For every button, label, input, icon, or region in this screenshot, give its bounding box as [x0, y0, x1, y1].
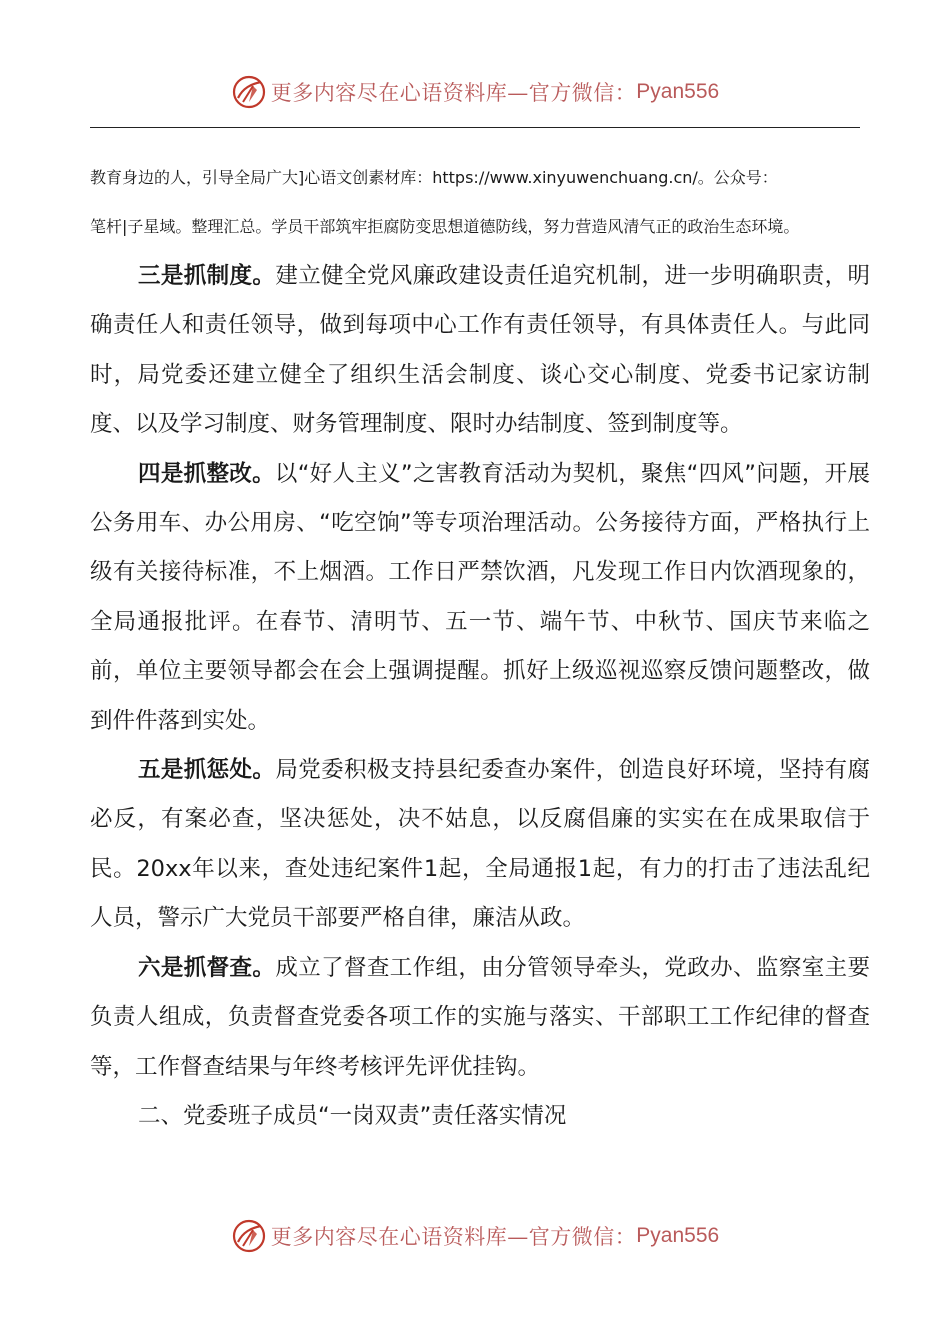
header-banner — [0, 72, 950, 112]
header-banner-wechat-id: Pyan556 — [636, 80, 720, 103]
paragraph-punishment — [90, 746, 870, 944]
footer-banner-text: 更多内容尽在心语资料库—官方微信： — [270, 1225, 637, 1249]
paragraph-lead: 六是抓督查。 — [138, 954, 276, 981]
paragraph-text: 二、党委班子成员“一岗双责”责任落实情况 — [138, 1102, 567, 1129]
paragraph-text: 建立健全党风廉政建设责任追究机制，进一步明确职责，明确责任人和责任领导，做到每项中心工作有责任领导，有具体责任人。与此同时，局党委还建立健全了组织生活会制度、谈心交心制度、党委书记家访制度、以及学习制度、财务管理制度、限时办结制度、签到制度等。 — [90, 263, 870, 438]
logo-icon — [231, 1218, 267, 1254]
footer-banner — [0, 1216, 950, 1256]
paragraph-rectification — [90, 450, 870, 746]
header-divider — [90, 127, 860, 128]
paragraph-text: 成立了督查工作组，由分管领导牵头，党政办、监察室主要负责人组成，负责督查党委各项工作的实施与落实、干部职工工作纪律的督查等，工作督查结果与年终考核评先评优挂钩。 — [90, 954, 870, 1080]
paragraph-lead: 五是抓惩处。 — [138, 757, 276, 784]
header-banner-text: 更多内容尽在心语资料库—官方微信： — [270, 81, 637, 105]
paragraph-lead: 四是抓整改。 — [138, 460, 275, 487]
footer-banner-wechat-id: Pyan556 — [636, 1224, 720, 1247]
intro-line-1: 教育身边的人，引导全局广大]心语文创素材库：https://www.xinyuwenchuang.cn/。公众号： — [90, 168, 778, 187]
document-body — [90, 252, 870, 1141]
section-heading — [90, 1092, 870, 1141]
paragraph-text: 以“好人主义”之害教育活动为契机，聚焦“四风”问题，开展公务用车、办公用房、“吃空饷”等专项治理活动。公务接待方面，严格执行上级有关接待标准，不上烟酒。工作日严禁饮酒，凡发现工作日内饮酒现象的，全局通报批评。在春节、清明节、五一节、端午节、中秋节、国庆节来临之前，单位主要领导都会在会上强调提醒。抓好上级巡视巡察反馈问题整改，做到件件落到实处。 — [90, 460, 870, 734]
paragraph-supervision — [90, 944, 870, 1092]
intro-line-2: 笔杆|子星域。整理汇总。学员干部筑牢拒腐防变思想道德防线，努力营造风清气正的政治生态环境。 — [90, 217, 800, 236]
logo-icon — [231, 74, 267, 110]
paragraph-lead: 三是抓制度。 — [138, 263, 276, 289]
paragraph-system — [90, 252, 870, 450]
paragraph-text: 局党委积极支持县纪委查办案件，创造良好环境，坚持有腐必反，有案必查，坚决惩处，决不姑息，以反腐倡廉的实实在在成果取信于民。20xx年以来，查处违纪案件1起，全局通报1起，有力的打击了违法乱纪人员，警示广大党员干部要严格自律，廉洁从政。 — [90, 757, 870, 932]
